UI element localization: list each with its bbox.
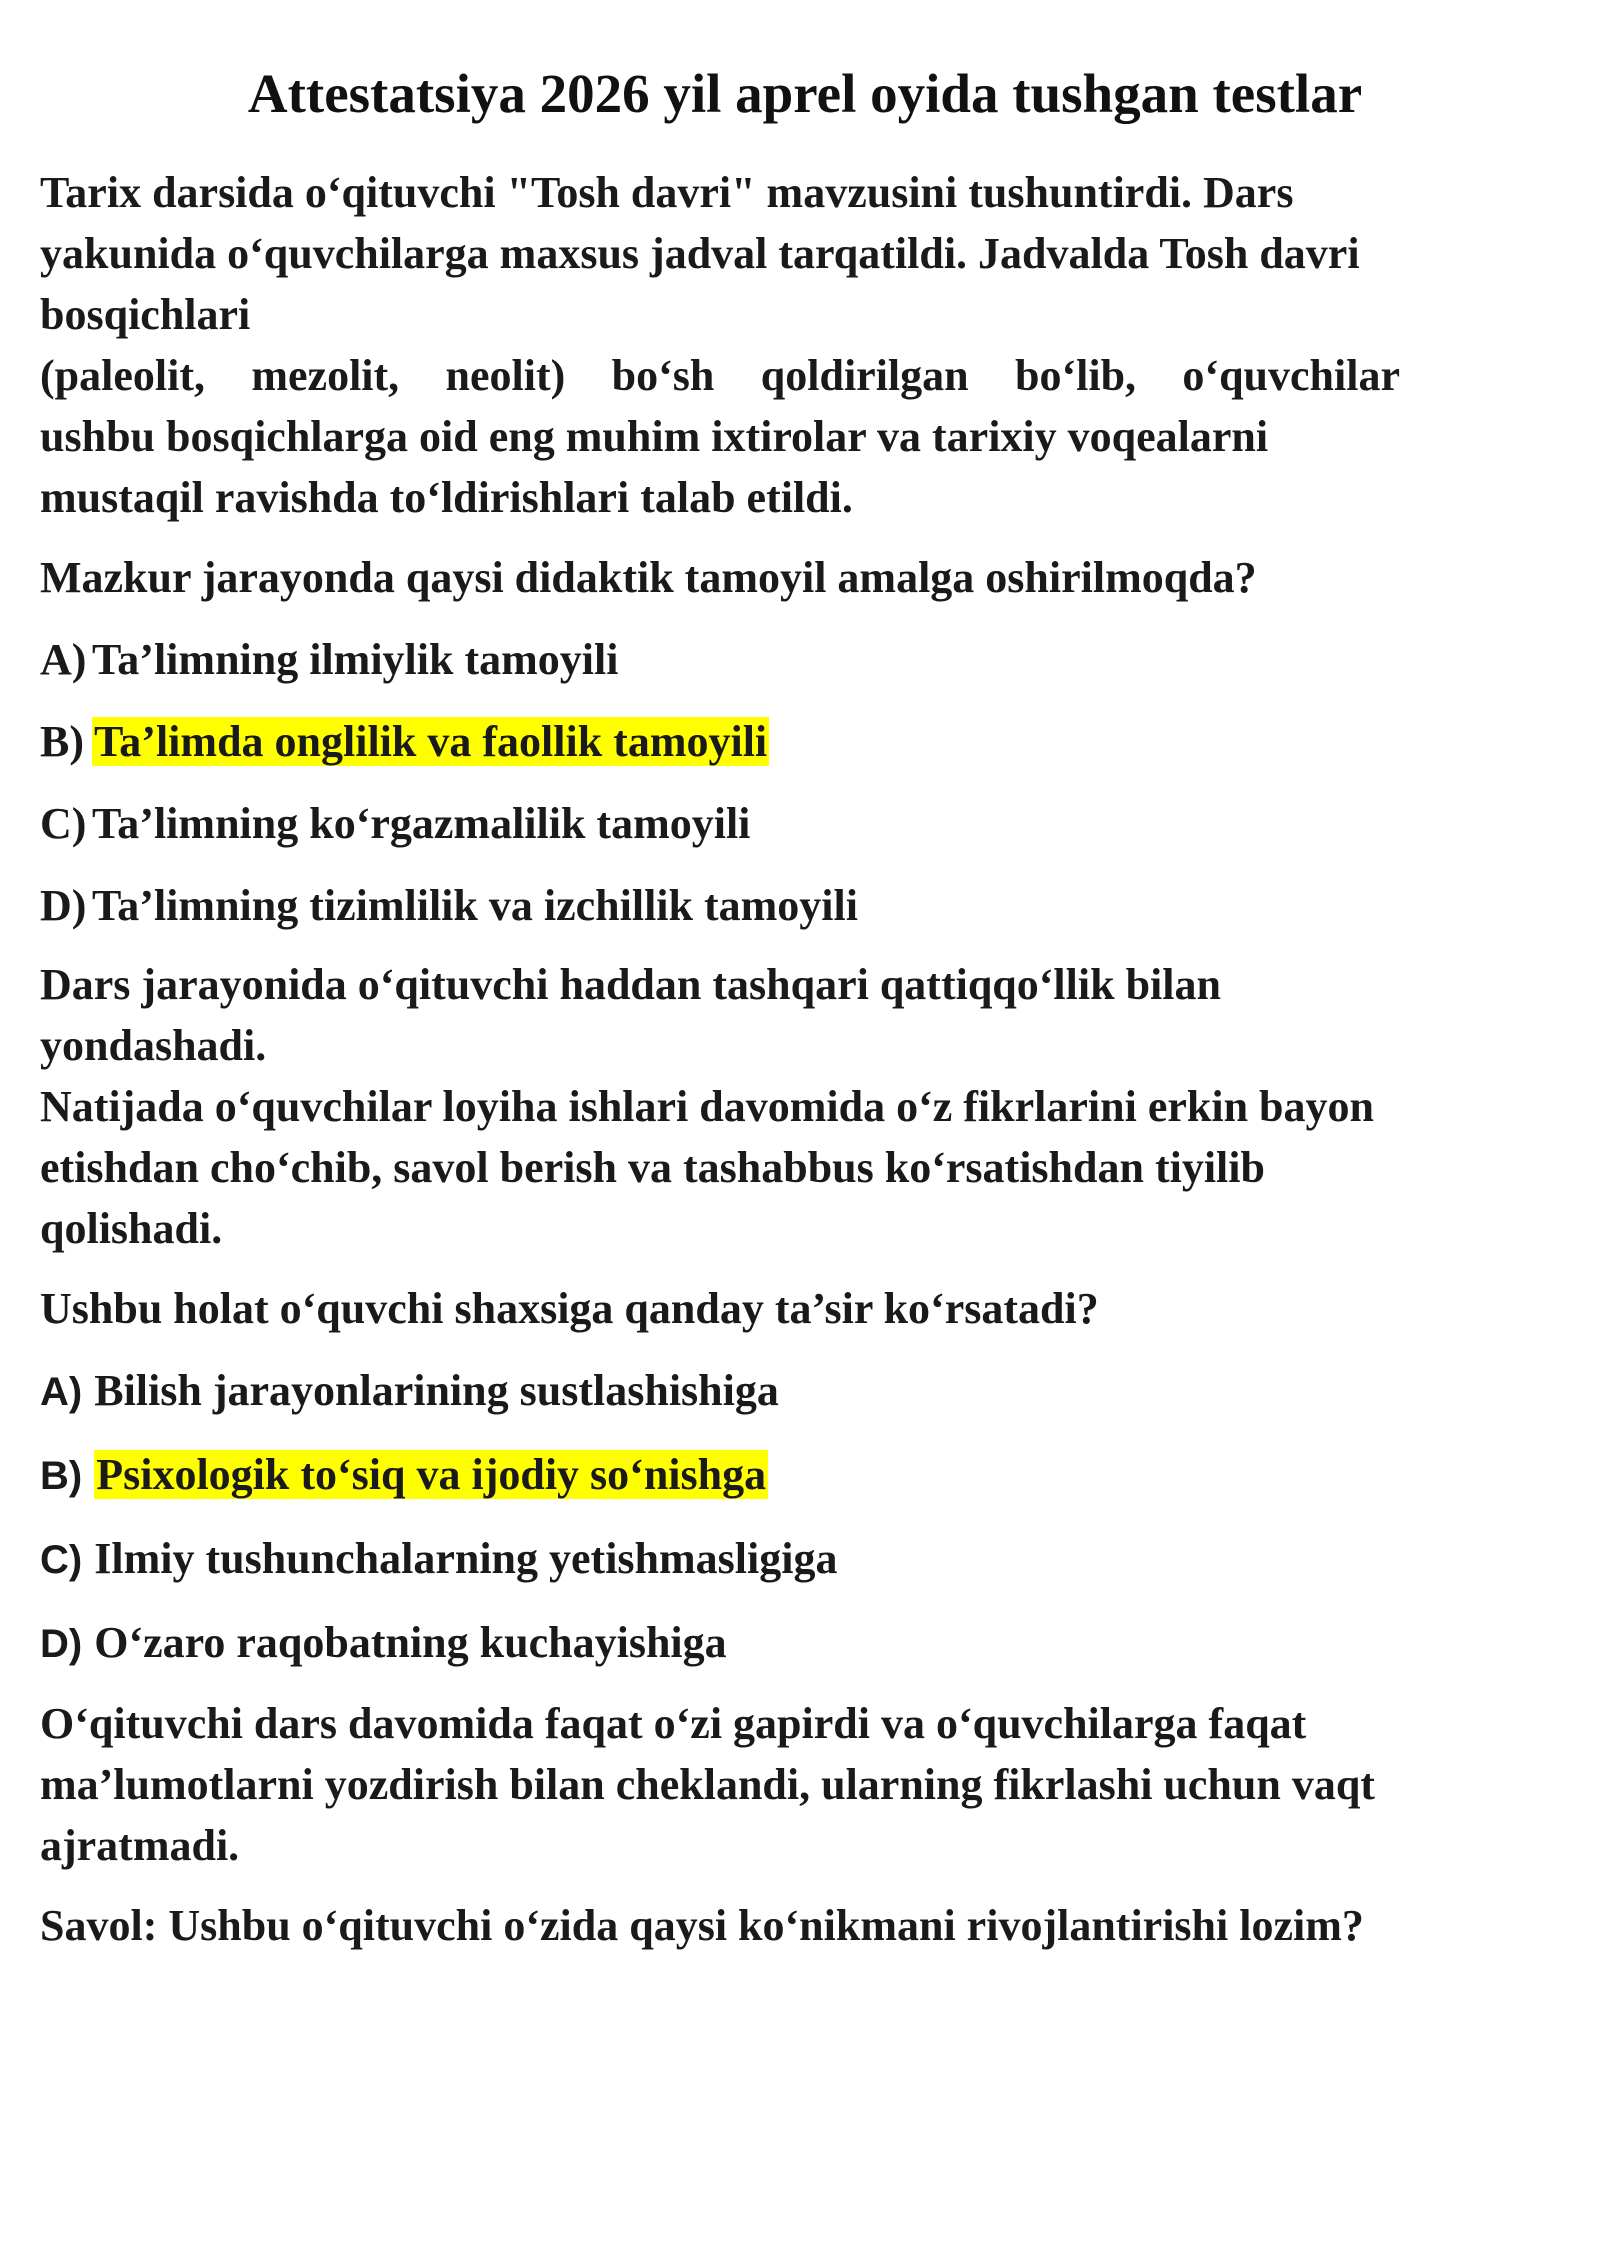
option-letter: B) bbox=[40, 1454, 83, 1498]
question-3-context bbox=[40, 1693, 1570, 1876]
option-text: Ta’limning tizimlilik va izchillik tamoyili bbox=[92, 881, 858, 930]
document-title: Attestatsiya 2026 yil aprel oyida tushgan testlar bbox=[247, 63, 1363, 124]
context-line: bosqichlari bbox=[40, 290, 251, 339]
context-line: Dars jarayonida o‘qituvchi haddan tashqari qattiqqo‘llik bilan bbox=[40, 960, 1221, 1009]
option-letter: D) bbox=[40, 881, 87, 930]
option-letter: A) bbox=[40, 635, 87, 684]
option-letter: B) bbox=[40, 717, 84, 766]
q2-option-d[interactable] bbox=[40, 1612, 1570, 1675]
context-line: (paleolit, mezolit, neolit) bo‘sh qoldirilgan bo‘lib, o‘quvchilar bbox=[40, 351, 1400, 400]
context-line: Natijada o‘quvchilar loyiha ishlari davomida o‘z fikrlarini erkin bayon bbox=[40, 1082, 1374, 1131]
context-line: mustaqil ravishda to‘ldirishlari talab etildi. bbox=[40, 473, 853, 522]
context-line: qolishadi. bbox=[40, 1204, 223, 1253]
context-line: ma’lumotlarni yozdirish bilan cheklandi, ularning fikrlashi uchun vaqt bbox=[40, 1760, 1375, 1809]
context-line: yondashadi. bbox=[40, 1021, 267, 1070]
option-text: Ta’limning ko‘rgazmalilik tamoyili bbox=[92, 799, 751, 848]
option-text-highlighted: Ta’limda onglilik va faollik tamoyili bbox=[94, 717, 768, 766]
q2-option-a[interactable] bbox=[40, 1360, 1570, 1423]
q2-option-b[interactable] bbox=[40, 1444, 1570, 1507]
q1-option-d[interactable] bbox=[40, 875, 1570, 936]
q1-option-c[interactable] bbox=[40, 793, 1570, 854]
document-page bbox=[40, 56, 1570, 1956]
context-line: etishdan cho‘chib, savol berish va tashabbus ko‘rsatishdan tiyilib bbox=[40, 1143, 1265, 1192]
option-letter: A) bbox=[40, 1370, 83, 1414]
context-line: Tarix darsida o‘qituvchi "Tosh davri" mavzusini tushuntirdi. Dars bbox=[40, 168, 1294, 217]
option-text: Ilmiy tushunchalarning yetishmasligiga bbox=[94, 1534, 838, 1583]
option-text-highlighted: Psixologik to‘siq va ijodiy so‘nishga bbox=[96, 1450, 767, 1499]
question-1-prompt: Mazkur jarayonda qaysi didaktik tamoyil amalga oshirilmoqda? bbox=[40, 553, 1257, 602]
context-line: ushbu bosqichlarga oid eng muhim ixtirolar va tarixiy voqealarni bbox=[40, 412, 1269, 461]
context-line: yakunida o‘quvchilarga maxsus jadval tarqatildi. Jadvalda Tosh davri bbox=[40, 229, 1360, 278]
option-text: Bilish jarayonlarining sustlashishiga bbox=[94, 1366, 779, 1415]
question-2-context bbox=[40, 954, 1570, 1259]
q2-option-c[interactable] bbox=[40, 1528, 1570, 1591]
option-text: Ta’limning ilmiylik tamoyili bbox=[92, 635, 619, 684]
q1-option-b[interactable] bbox=[40, 711, 1570, 772]
context-line: ajratmadi. bbox=[40, 1821, 240, 1870]
q1-option-a[interactable] bbox=[40, 629, 1570, 690]
option-letter: C) bbox=[40, 1538, 83, 1582]
option-text: O‘zaro raqobatning kuchayishiga bbox=[94, 1618, 727, 1667]
option-letter: C) bbox=[40, 799, 87, 848]
question-2-prompt: Ushbu holat o‘quvchi shaxsiga qanday ta’sir ko‘rsatadi? bbox=[40, 1284, 1099, 1333]
question-1-context bbox=[40, 162, 1570, 528]
context-line: O‘qituvchi dars davomida faqat o‘zi gapirdi va o‘quvchilarga faqat bbox=[40, 1699, 1307, 1748]
question-3-prompt: Savol: Ushbu o‘qituvchi o‘zida qaysi ko‘nikmani rivojlantirishi lozim? bbox=[40, 1901, 1364, 1950]
option-letter: D) bbox=[40, 1622, 83, 1666]
